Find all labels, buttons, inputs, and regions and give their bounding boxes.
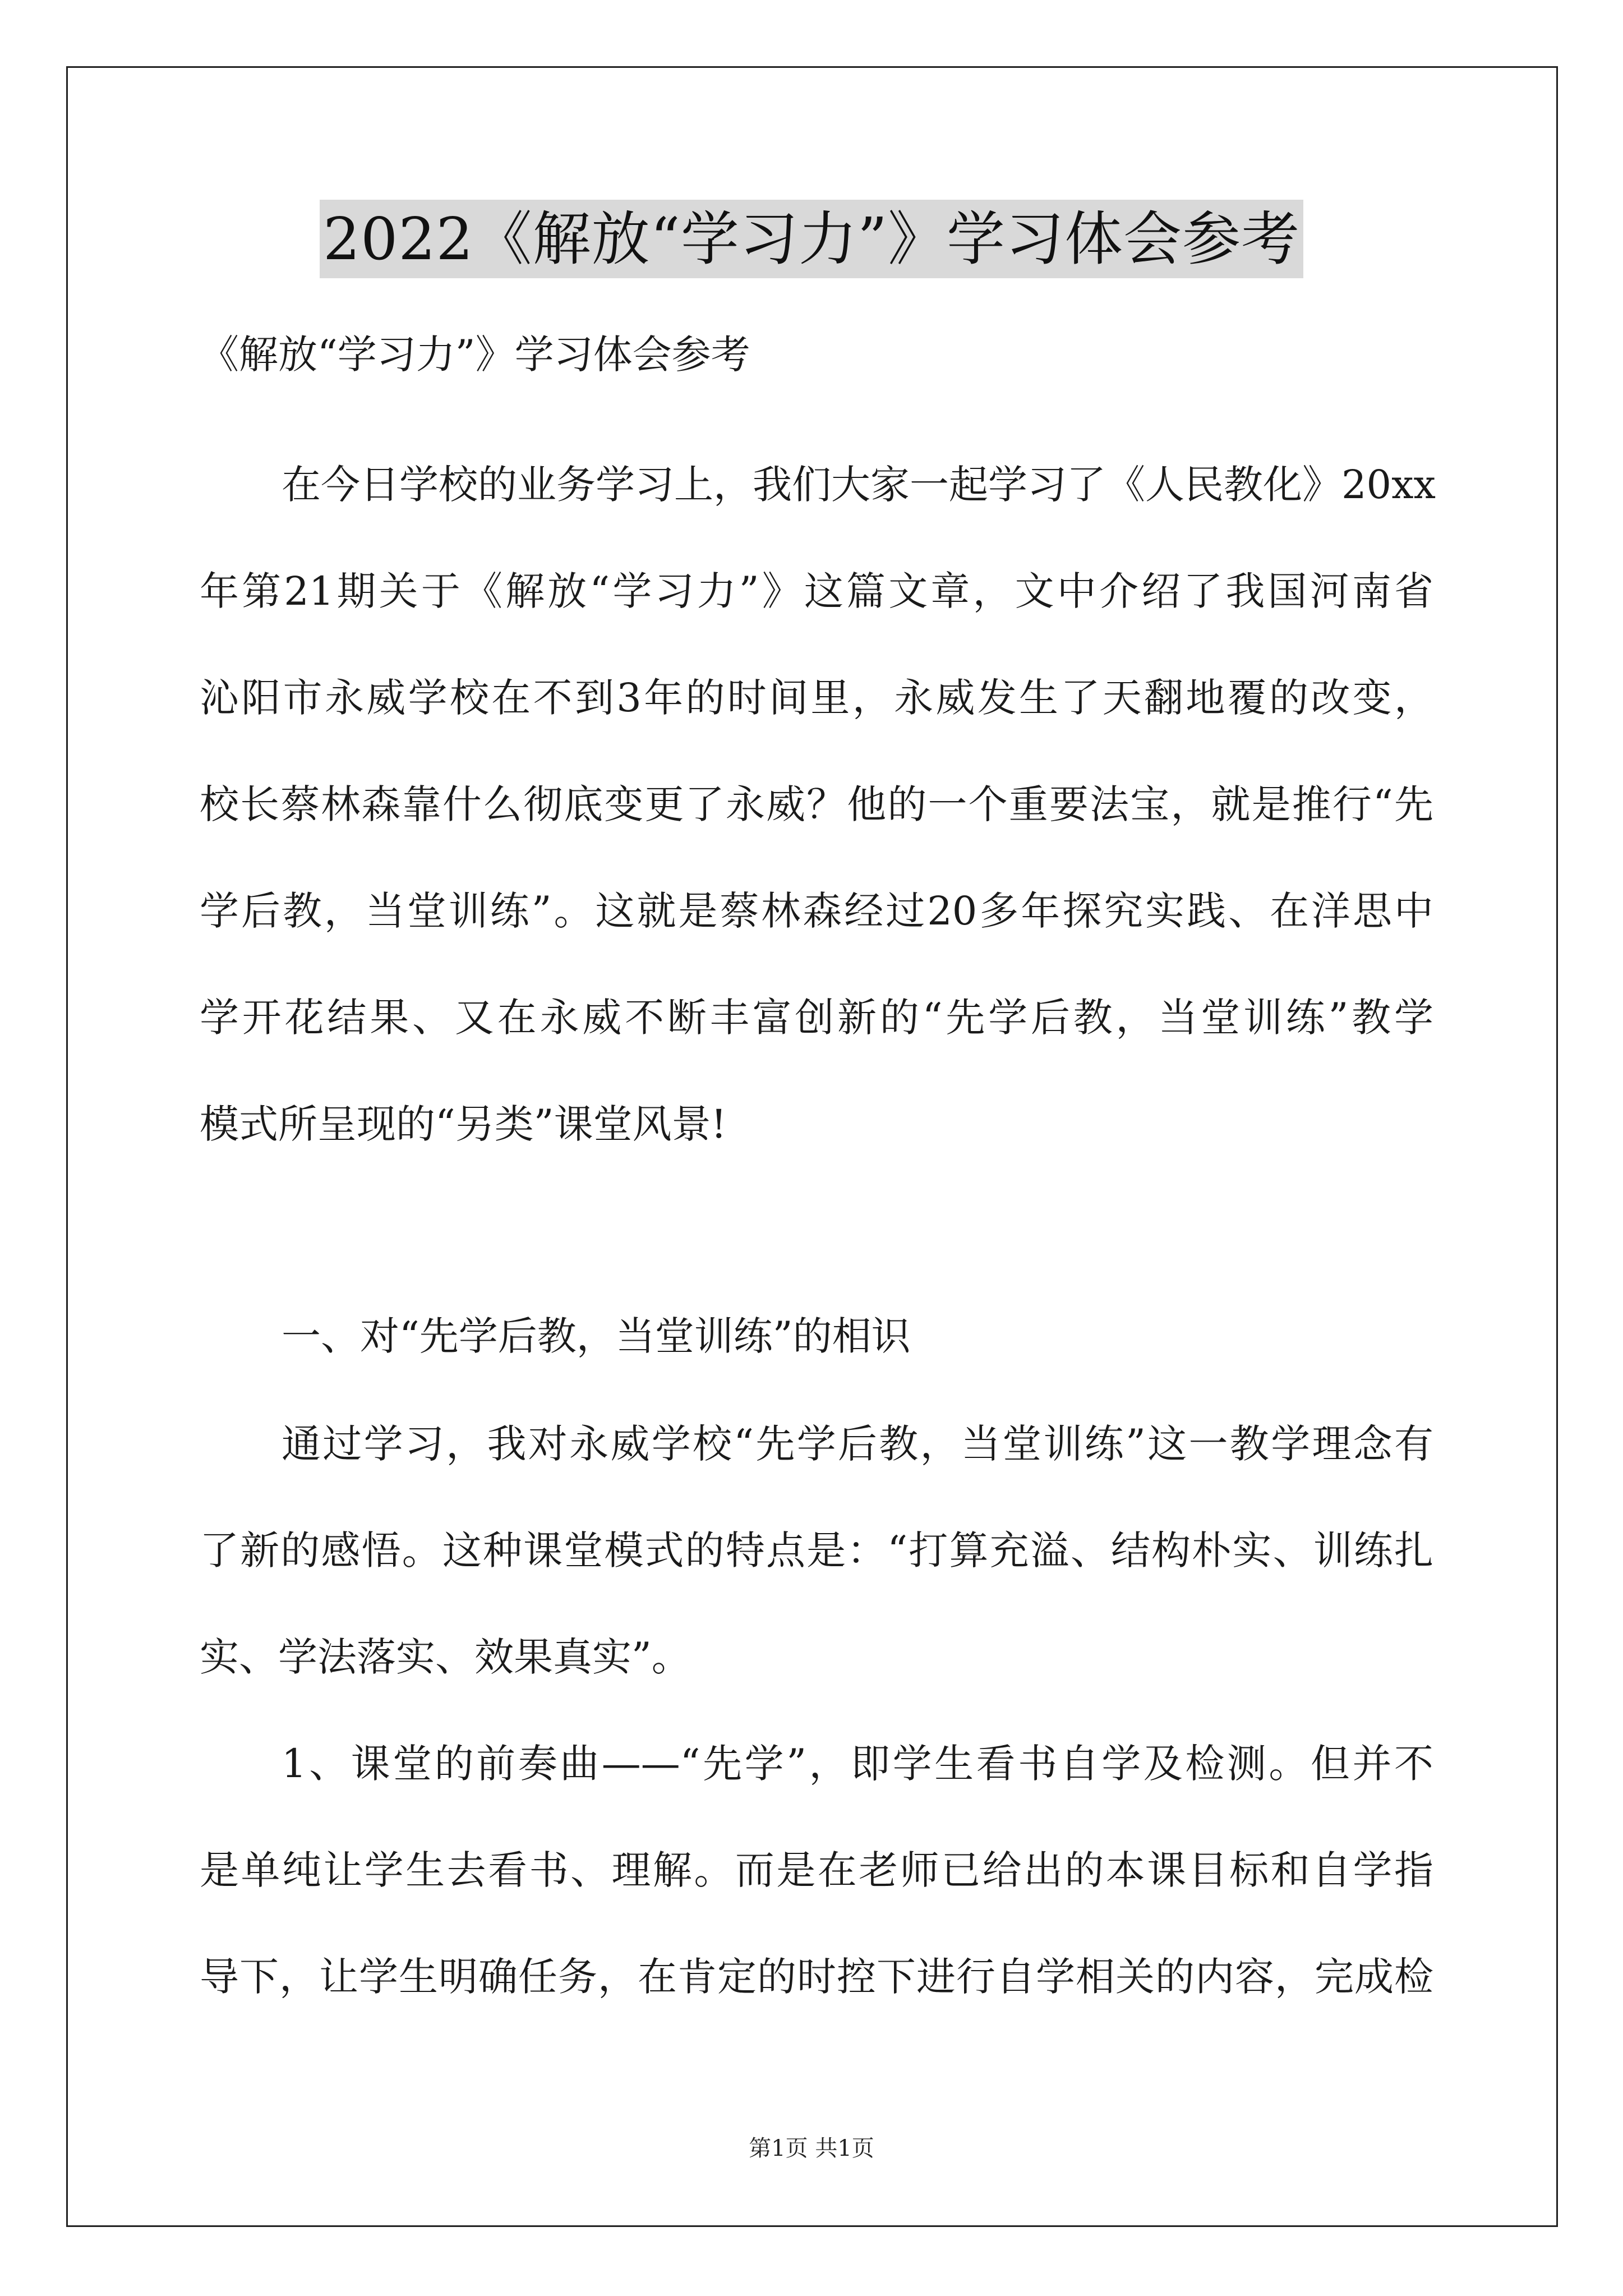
paragraph-line: 学后教，当堂训练”。这就是蔡林森经过20多年探究实践、在洋思中	[200, 888, 1433, 934]
paragraph-line: 了新的感悟。这种课堂模式的特点是：“打算充溢、结构朴实、训练扎	[200, 1527, 1433, 1573]
page-footer: 第1页 共1页	[749, 2136, 874, 2161]
paragraph-line: 学开花结果、又在永威不断丰富创新的“先学后教，当堂训练”教学	[200, 995, 1433, 1041]
subtitle: 《解放“学习力”》学习体会参考	[200, 332, 750, 378]
paragraph-line: 通过学习，我对永威学校“先学后教，当堂训练”这一教学理念有	[282, 1421, 1433, 1467]
paragraph-line: 是单纯让学生去看书、理解。而是在老师已给出的本课目标和自学指	[200, 1847, 1433, 1893]
paragraph-line: 模式所呈现的“另类”课堂风景!	[200, 1101, 727, 1147]
paragraph-line: 沁阳市永威学校在不到3年的时间里，永威发生了天翻地覆的改变，	[200, 675, 1433, 721]
paragraph-line: 1、课堂的前奏曲——“先学”，即学生看书自学及检测。但并不	[282, 1741, 1433, 1787]
paragraph-line: 导下，让学生明确任务，在肯定的时控下进行自学相关的内容，完成检	[200, 1954, 1433, 2000]
section-heading: 一、对“先学后教，当堂训练”的相识	[282, 1313, 911, 1359]
paragraph-line: 年第21期关于《解放“学习力”》这篇文章，文中介绍了我国河南省	[200, 568, 1433, 614]
title-container	[0, 200, 1623, 278]
paragraph-line: 在今日学校的业务学习上，我们大家一起学习了《人民教化》20xx	[282, 462, 1436, 508]
paragraph-line: 校长蔡林森靠什么彻底变更了永威？他的一个重要法宝，就是推行“先	[200, 781, 1433, 827]
paragraph-line: 实、学法落实、效果真实”。	[200, 1634, 691, 1680]
document-title: 2022《解放“学习力”》学习体会参考	[320, 200, 1303, 278]
